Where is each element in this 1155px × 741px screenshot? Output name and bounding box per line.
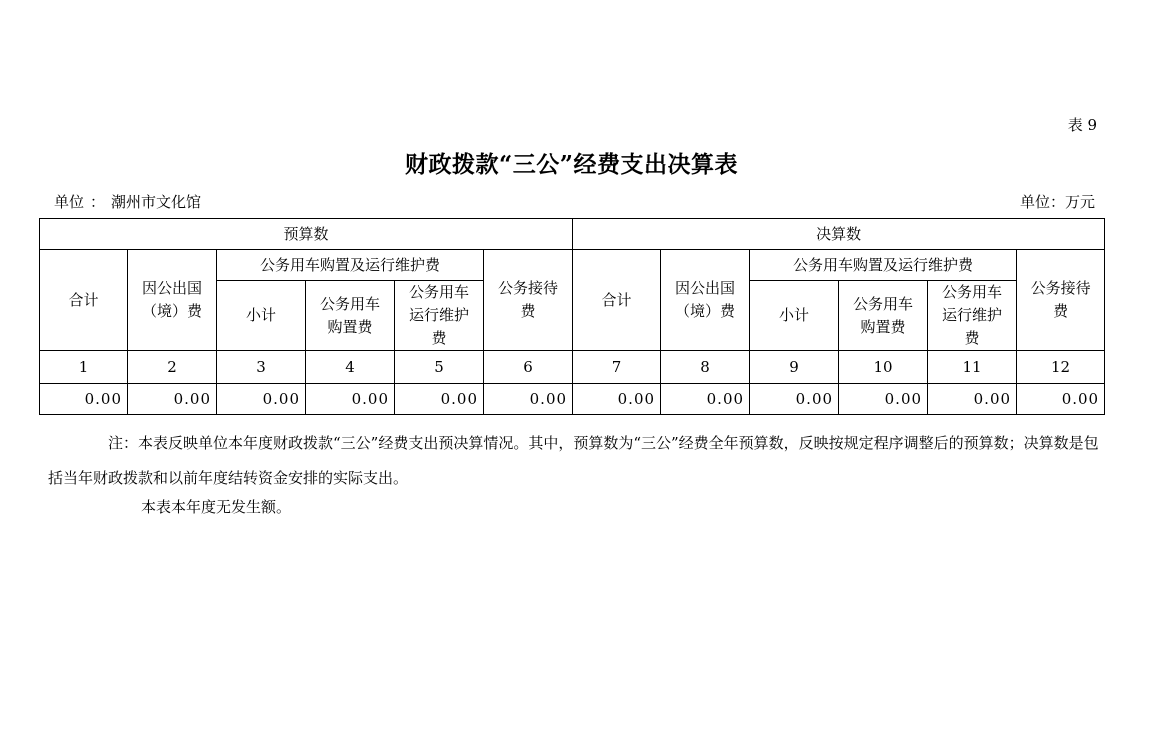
header-text: 费 bbox=[431, 329, 447, 347]
header-budget-reception bbox=[484, 250, 573, 351]
column-number: 9 bbox=[750, 351, 839, 384]
header-text: 公务接待 bbox=[498, 279, 559, 297]
header-text: （境）费 bbox=[675, 302, 736, 320]
value-cell: 0.00 bbox=[40, 384, 128, 415]
header-text: 运行维护 bbox=[408, 306, 469, 324]
header-budget-total: 合计 bbox=[40, 250, 128, 351]
value-row bbox=[40, 384, 1105, 415]
header-budget-purchase bbox=[306, 281, 395, 351]
header-text: 公务用车 bbox=[853, 294, 914, 313]
column-number: 2 bbox=[128, 351, 217, 384]
column-number-row bbox=[40, 351, 1105, 384]
value-cell: 0.00 bbox=[484, 384, 573, 415]
column-number: 12 bbox=[1017, 351, 1105, 384]
value-cell: 0.00 bbox=[661, 384, 750, 415]
header-text: 购置费 bbox=[860, 317, 906, 336]
table-number: 表 9 bbox=[1067, 116, 1097, 134]
value-cell: 0.00 bbox=[128, 384, 217, 415]
value-cell: 0.00 bbox=[750, 384, 839, 415]
column-number: 5 bbox=[395, 351, 484, 384]
header-final-subtotal: 小计 bbox=[750, 281, 839, 351]
column-number: 10 bbox=[839, 351, 928, 384]
header-budget-group: 预算数 bbox=[40, 219, 573, 250]
unit-colon: ： bbox=[90, 193, 106, 211]
header-budget-abroad bbox=[128, 250, 217, 351]
header-text: 公务用车 bbox=[319, 294, 380, 313]
value-cell: 0.00 bbox=[928, 384, 1017, 415]
header-text: 公务接待 bbox=[1030, 279, 1091, 297]
value-cell: 0.00 bbox=[573, 384, 661, 415]
value-cell: 0.00 bbox=[839, 384, 928, 415]
header-text: 购置费 bbox=[327, 317, 373, 336]
value-cell: 0.00 bbox=[306, 384, 395, 415]
value-cell: 0.00 bbox=[1017, 384, 1105, 415]
column-number: 6 bbox=[484, 351, 573, 384]
column-number: 1 bbox=[40, 351, 128, 384]
currency-unit: 单位：万元 bbox=[1019, 193, 1095, 211]
unit-name-line bbox=[54, 191, 201, 212]
header-budget-vehicle-group: 公务用车购置及运行维护费 bbox=[217, 250, 484, 281]
column-number: 3 bbox=[217, 351, 306, 384]
header-text: 费 bbox=[1053, 302, 1069, 320]
header-text: 费 bbox=[520, 302, 536, 320]
column-number: 8 bbox=[661, 351, 750, 384]
header-final-total: 合计 bbox=[573, 250, 661, 351]
header-text: 公务用车 bbox=[408, 283, 469, 301]
column-number: 11 bbox=[928, 351, 1017, 384]
value-cell: 0.00 bbox=[217, 384, 306, 415]
header-budget-operation bbox=[395, 281, 484, 351]
header-final-operation bbox=[928, 281, 1017, 351]
header-final-reception bbox=[1017, 250, 1105, 351]
page-title: 财政拨款“三公”经费支出决算表 bbox=[405, 151, 738, 178]
header-final-purchase bbox=[839, 281, 928, 351]
header-text: 因公出国 bbox=[675, 279, 736, 297]
header-final-vehicle-group: 公务用车购置及运行维护费 bbox=[750, 250, 1017, 281]
column-number: 4 bbox=[306, 351, 395, 384]
unit-name: 潮州市文化馆 bbox=[111, 193, 202, 211]
header-final-group: 决算数 bbox=[573, 219, 1105, 250]
no-amount-note: 本表本年度无发生额。 bbox=[141, 498, 292, 516]
header-final-abroad bbox=[661, 250, 750, 351]
header-text: 因公出国 bbox=[141, 279, 202, 297]
header-budget-subtotal: 小计 bbox=[217, 281, 306, 351]
value-cell: 0.00 bbox=[395, 384, 484, 415]
column-number: 7 bbox=[573, 351, 661, 384]
header-text: 费 bbox=[964, 329, 980, 347]
header-text: （境）费 bbox=[141, 302, 202, 320]
unit-label: 单位 bbox=[54, 193, 85, 211]
header-text: 公务用车 bbox=[942, 283, 1003, 301]
expenditure-table bbox=[39, 218, 1105, 415]
header-text: 运行维护 bbox=[942, 306, 1003, 324]
table-note: 注：本表反映单位本年度财政拨款“三公”经费支出预决算情况。其中，预算数为“三公”经费全年预算数，反映按规定程序调整后的预算数；决算数是包括当年财政拨款和以前年度结转资金安排的实际支出。 bbox=[48, 434, 1099, 487]
